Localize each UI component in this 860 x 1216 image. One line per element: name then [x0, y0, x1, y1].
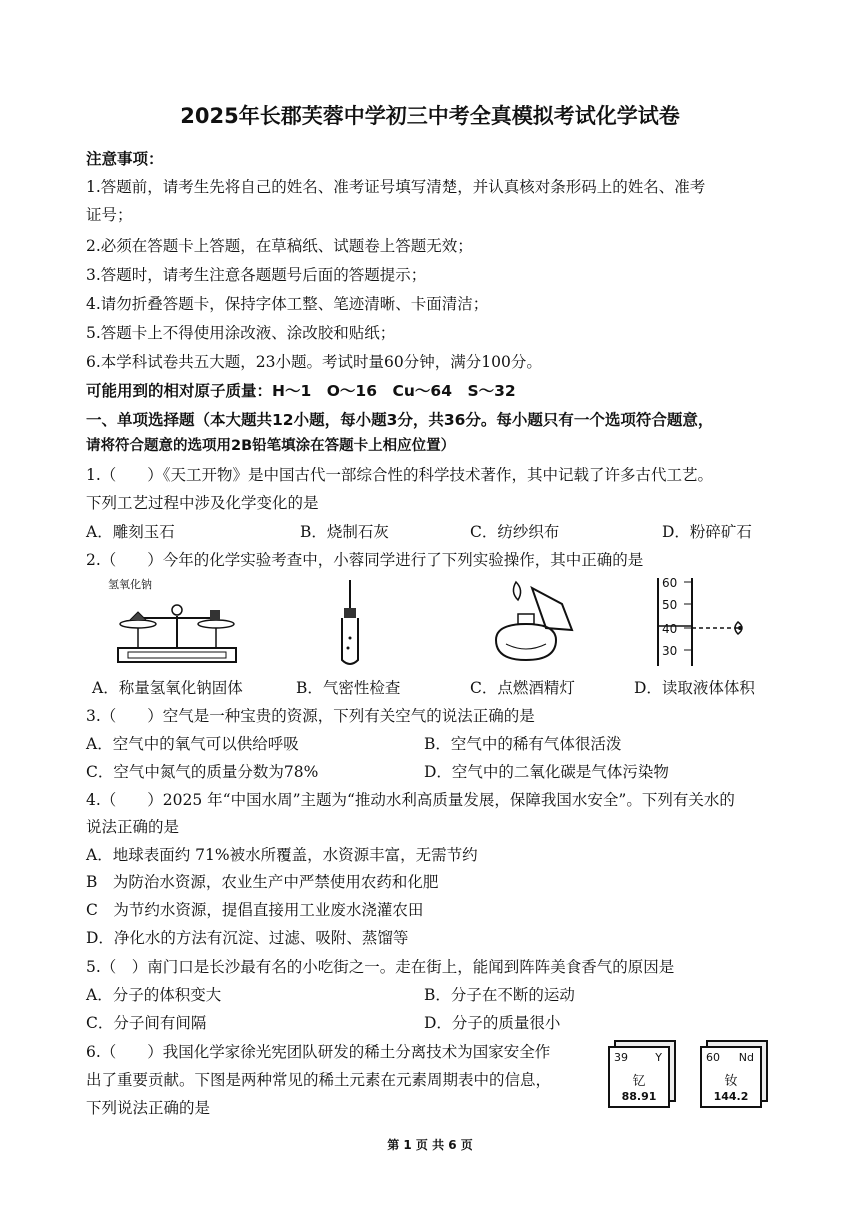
- cylinder-tick: 40: [662, 622, 678, 636]
- balance-figure: [108, 576, 248, 668]
- q2-option-c: C．点燃酒精灯: [470, 679, 575, 697]
- q4-option-d: D．净化水的方法有沉淀、过滤、吸附、蒸馏等: [86, 929, 409, 947]
- section-heading-line: 一、单项选择题（本大题共12小题，每小题3分，共36分。每小题只有一个选项符合题意，: [86, 411, 714, 429]
- question-6-stem: 出了重要贡献。下图是两种常见的稀土元素在元素周期表中的信息，: [86, 1071, 552, 1089]
- q2-option-a: A．称量氢氧化钠固体: [92, 679, 243, 697]
- cylinder-tick: 50: [662, 598, 678, 612]
- test-tube-figure: [330, 578, 370, 670]
- question-2-stem: 2.（ ）今年的化学实验考查中，小蓉同学进行了下列实验操作，其中正确的是: [86, 551, 644, 569]
- notice-item: 证号；: [86, 206, 133, 224]
- question-5-stem: 5.（ ）南门口是长沙最有名的小吃街之一。走在街上，能闻到阵阵美食香气的原因是: [86, 958, 675, 976]
- element-symbol: Nd: [738, 1051, 754, 1064]
- notice-item: 3.答题时，请考生注意各题题号后面的答题提示；: [86, 266, 427, 284]
- graduated-cylinder-figure: [654, 578, 764, 668]
- q5-option-d: D．分子的质量很小: [424, 1014, 561, 1032]
- q2-option-b: B．气密性检查: [296, 679, 401, 697]
- q3-option-d: D．空气中的二氧化碳是气体污染物: [424, 763, 669, 781]
- q4-option-c: C 为节约水资源，提倡直接用工业废水浇灌农田: [86, 901, 424, 919]
- cylinder-tick: 60: [662, 576, 678, 590]
- section-instruction: 请将符合题意的选项用2B铅笔填涂在答题卡上相应位置）: [86, 438, 456, 454]
- q3-option-b: B．空气中的稀有气体很活泼: [424, 735, 622, 753]
- notice-item: 6.本学科试卷共五大题，23小题。考试时量60分钟，满分100分。: [86, 353, 542, 371]
- question-4-stem: 说法正确的是: [86, 818, 180, 836]
- section-heading: [86, 408, 713, 432]
- test-tube-icon: [330, 578, 370, 670]
- element-name: 钕: [724, 1074, 738, 1089]
- question-3-stem: 3.（ ）空气是一种宝贵的资源，下列有关空气的说法正确的是: [86, 707, 535, 725]
- question-1-stem: 1.（ ）《天工开物》是中国古代一部综合性的科学技术著作，其中记载了许多古代工艺。: [86, 466, 714, 484]
- atomic-number: 60: [706, 1051, 720, 1064]
- q1-option-d: D．粉碎矿石: [662, 523, 752, 541]
- notice-item: 1.答题前，请考生先将自己的姓名、准考证号填写清楚，并认真核对条形码上的姓名、准考: [86, 178, 706, 196]
- q5-option-b: B．分子在不断的运动: [424, 986, 575, 1004]
- alcohol-lamp-icon: [476, 574, 586, 670]
- question-4-stem: 4.（ ）2025 年“中国水周”主题为“推动水利高质量发展，保障我国水安全”。下列有关水的: [86, 791, 735, 809]
- atomic-mass-line: 可能用到的相对原子质量：H～1 O～16 Cu～64 S～32: [86, 382, 516, 400]
- q5-option-a: A．分子的体积变大: [86, 986, 222, 1004]
- question-6-stem: 6.（ ）我国化学家徐光宪团队研发的稀土分离技术为国家安全作: [86, 1043, 551, 1061]
- element-card-neodymium: [700, 1046, 762, 1108]
- notice-item: 4.请勿折叠答题卡，保持字体工整、笔迹清晰、卡面清洁；: [86, 295, 489, 313]
- naoh-label: 氢氧化钠: [108, 578, 152, 591]
- question-6-stem: 下列说法正确的是: [86, 1099, 211, 1117]
- exam-title: 2025年长郡芙蓉中学初三中考全真模拟考试化学试卷: [180, 104, 680, 128]
- question-1-stem: 下列工艺过程中涉及化学变化的是: [86, 494, 319, 512]
- q5-option-c: C．分子间有间隔: [86, 1014, 207, 1032]
- atomic-mass: 88.91: [621, 1090, 657, 1103]
- atomic-mass: 144.2: [713, 1090, 749, 1103]
- alcohol-lamp-figure: [476, 574, 586, 670]
- atomic-number: 39: [614, 1051, 628, 1064]
- cylinder-tick: 30: [662, 644, 678, 658]
- notice-heading: 注意事项：: [86, 150, 164, 168]
- element-card-yttrium: [608, 1046, 670, 1108]
- notice-item: 2.必须在答题卡上答题，在草稿纸、试题卷上答题无效；: [86, 237, 473, 255]
- q3-option-a: A．空气中的氧气可以供给呼吸: [86, 735, 299, 753]
- q4-option-a: A．地球表面约 71%被水所覆盖，水资源丰富，无需节约: [86, 846, 478, 864]
- notice-item: 5.答题卡上不得使用涂改液、涂改胶和贴纸；: [86, 324, 396, 342]
- element-symbol: Y: [655, 1051, 662, 1064]
- page-footer: 第 1 页 共 6 页: [387, 1138, 473, 1152]
- element-name: 钇: [632, 1074, 646, 1089]
- q1-option-a: A．雕刻玉石: [86, 523, 175, 541]
- q3-option-c: C．空气中氮气的质量分数为78%: [86, 763, 319, 781]
- q1-option-c: C．纺纱织布: [470, 523, 560, 541]
- q1-option-b: B．烧制石灰: [300, 523, 389, 541]
- q2-option-d: D．读取液体体积: [634, 679, 755, 697]
- q4-option-b: B 为防治水资源，农业生产中严禁使用农药和化肥: [86, 873, 439, 891]
